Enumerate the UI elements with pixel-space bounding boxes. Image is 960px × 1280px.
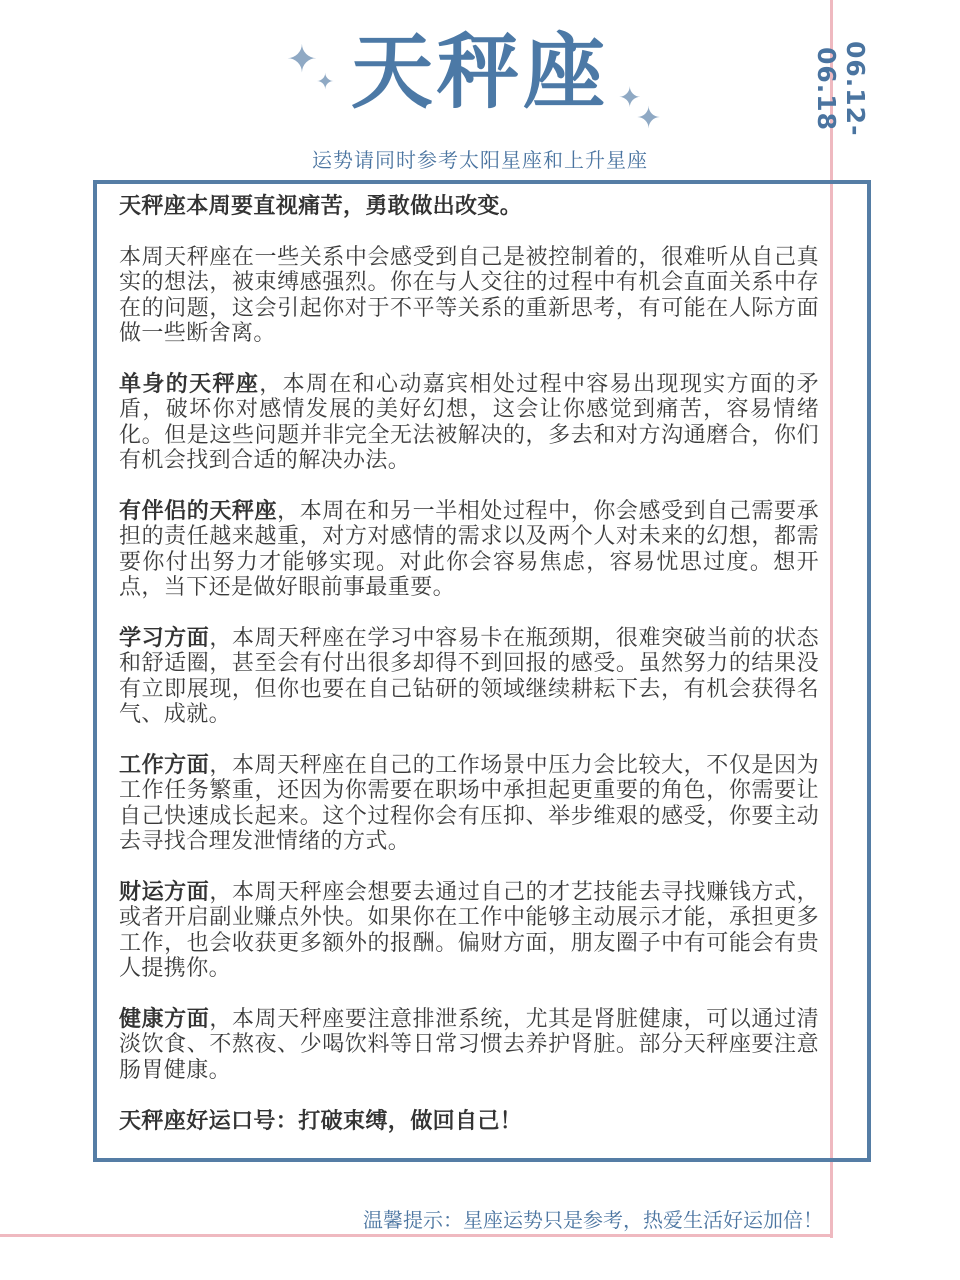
section-label: 单身的天秤座 [119, 371, 260, 397]
intro-paragraph: 本周天秤座在一些关系中会感受到自己是被控制着的，很难听从自己真实的想法，被束缚感强烈。你在与人交往的过程中有机会直面关系中存在的问题，这会引起你对于不平等关系的重新思考，有可能在人际方面做一些断舍离。 [119, 244, 819, 347]
section-label: 有伴侣的天秤座 [119, 498, 278, 524]
page-title: 天秤座 [350, 25, 609, 120]
horoscope-content [119, 194, 819, 1159]
date-range: 06.12-06.18 [812, 41, 870, 137]
section-label: 工作方面 [119, 752, 210, 778]
slogan: 天秤座好运口号：打破束缚，做回自己！ [119, 1108, 523, 1134]
section-single [119, 372, 819, 474]
headline: 天秤座本周要直视痛苦，勇敢做出改变。 [119, 194, 523, 219]
sparkle-icon: ✦ [636, 101, 662, 136]
sparkle-icon: ✦ [618, 81, 642, 114]
section-partnered [119, 499, 819, 601]
section-text: ，本周天秤座在自己的工作场景中压力会比较大，不仅是因为工作任务繁重，还因为你需要在职场中承担起更重要的角色，你需要让自己快速成长起来。这个过程你会有压抑、举步维艰的感受，你要主动去寻找合理发泄情绪的方式。 [119, 752, 819, 855]
section-text: ，本周在和心动嘉宾相处过程中容易出现现实方面的矛盾，破坏你对感情发展的美好幻想，这会让你感觉到痛苦，容易情绪化。但是这些问题并非完全无法被解决的，多去和对方沟通磨合，你们有机会找到合适的解决办法。 [119, 371, 819, 474]
section-health [119, 1007, 819, 1083]
section-label: 学习方面 [119, 625, 210, 651]
sparkle-icon: ✦ [316, 70, 335, 95]
section-text: ，本周天秤座在学习中容易卡在瓶颈期，很难突破当前的状态和舒适圈，甚至会有付出很多却得不到回报的感受。虽然努力的结果没有立即展现，但你也要在自己钻研的领域继续耕耘下去，有机会获得名气、成就。 [119, 625, 819, 728]
section-text: ，本周在和另一半相处过程中，你会感受到自己需要承担的责任越来越重，对方对感情的需求以及两个人对未来的幻想，都需要你付出努力才能够实现。对此你会容易焦虑，容易忧思过度。想开点，当下还是做好眼前事最重要。 [119, 498, 819, 601]
footer-tip: 温馨提示：星座运势只是参考，热爱生活好运加倍！ [363, 1208, 823, 1232]
subtitle: 运势请同时参考太阳星座和上升星座 [312, 148, 648, 172]
section-text: ，本周天秤座会想要去通过自己的才艺技能去寻找赚钱方式，或者开启副业赚点外快。如果你在工作中能够主动展示才能，承担更多工作，也会收获更多额外的报酬。偏财方面，朋友圈子中有可能会有贵人提携你。 [119, 879, 819, 982]
section-work [119, 753, 819, 855]
section-wealth [119, 880, 819, 982]
pink-horizontal-line [0, 1234, 833, 1237]
section-label: 健康方面 [119, 1006, 210, 1032]
sparkle-icon: ✦ [286, 37, 318, 81]
section-study [119, 626, 819, 728]
section-label: 财运方面 [119, 879, 210, 905]
section-text: ，本周天秤座要注意排泄系统，尤其是肾脏健康，可以通过清淡饮食、不熬夜、少喝饮料等日常习惯去养护肾脏。部分天秤座要注意肠胃健康。 [119, 1006, 819, 1083]
